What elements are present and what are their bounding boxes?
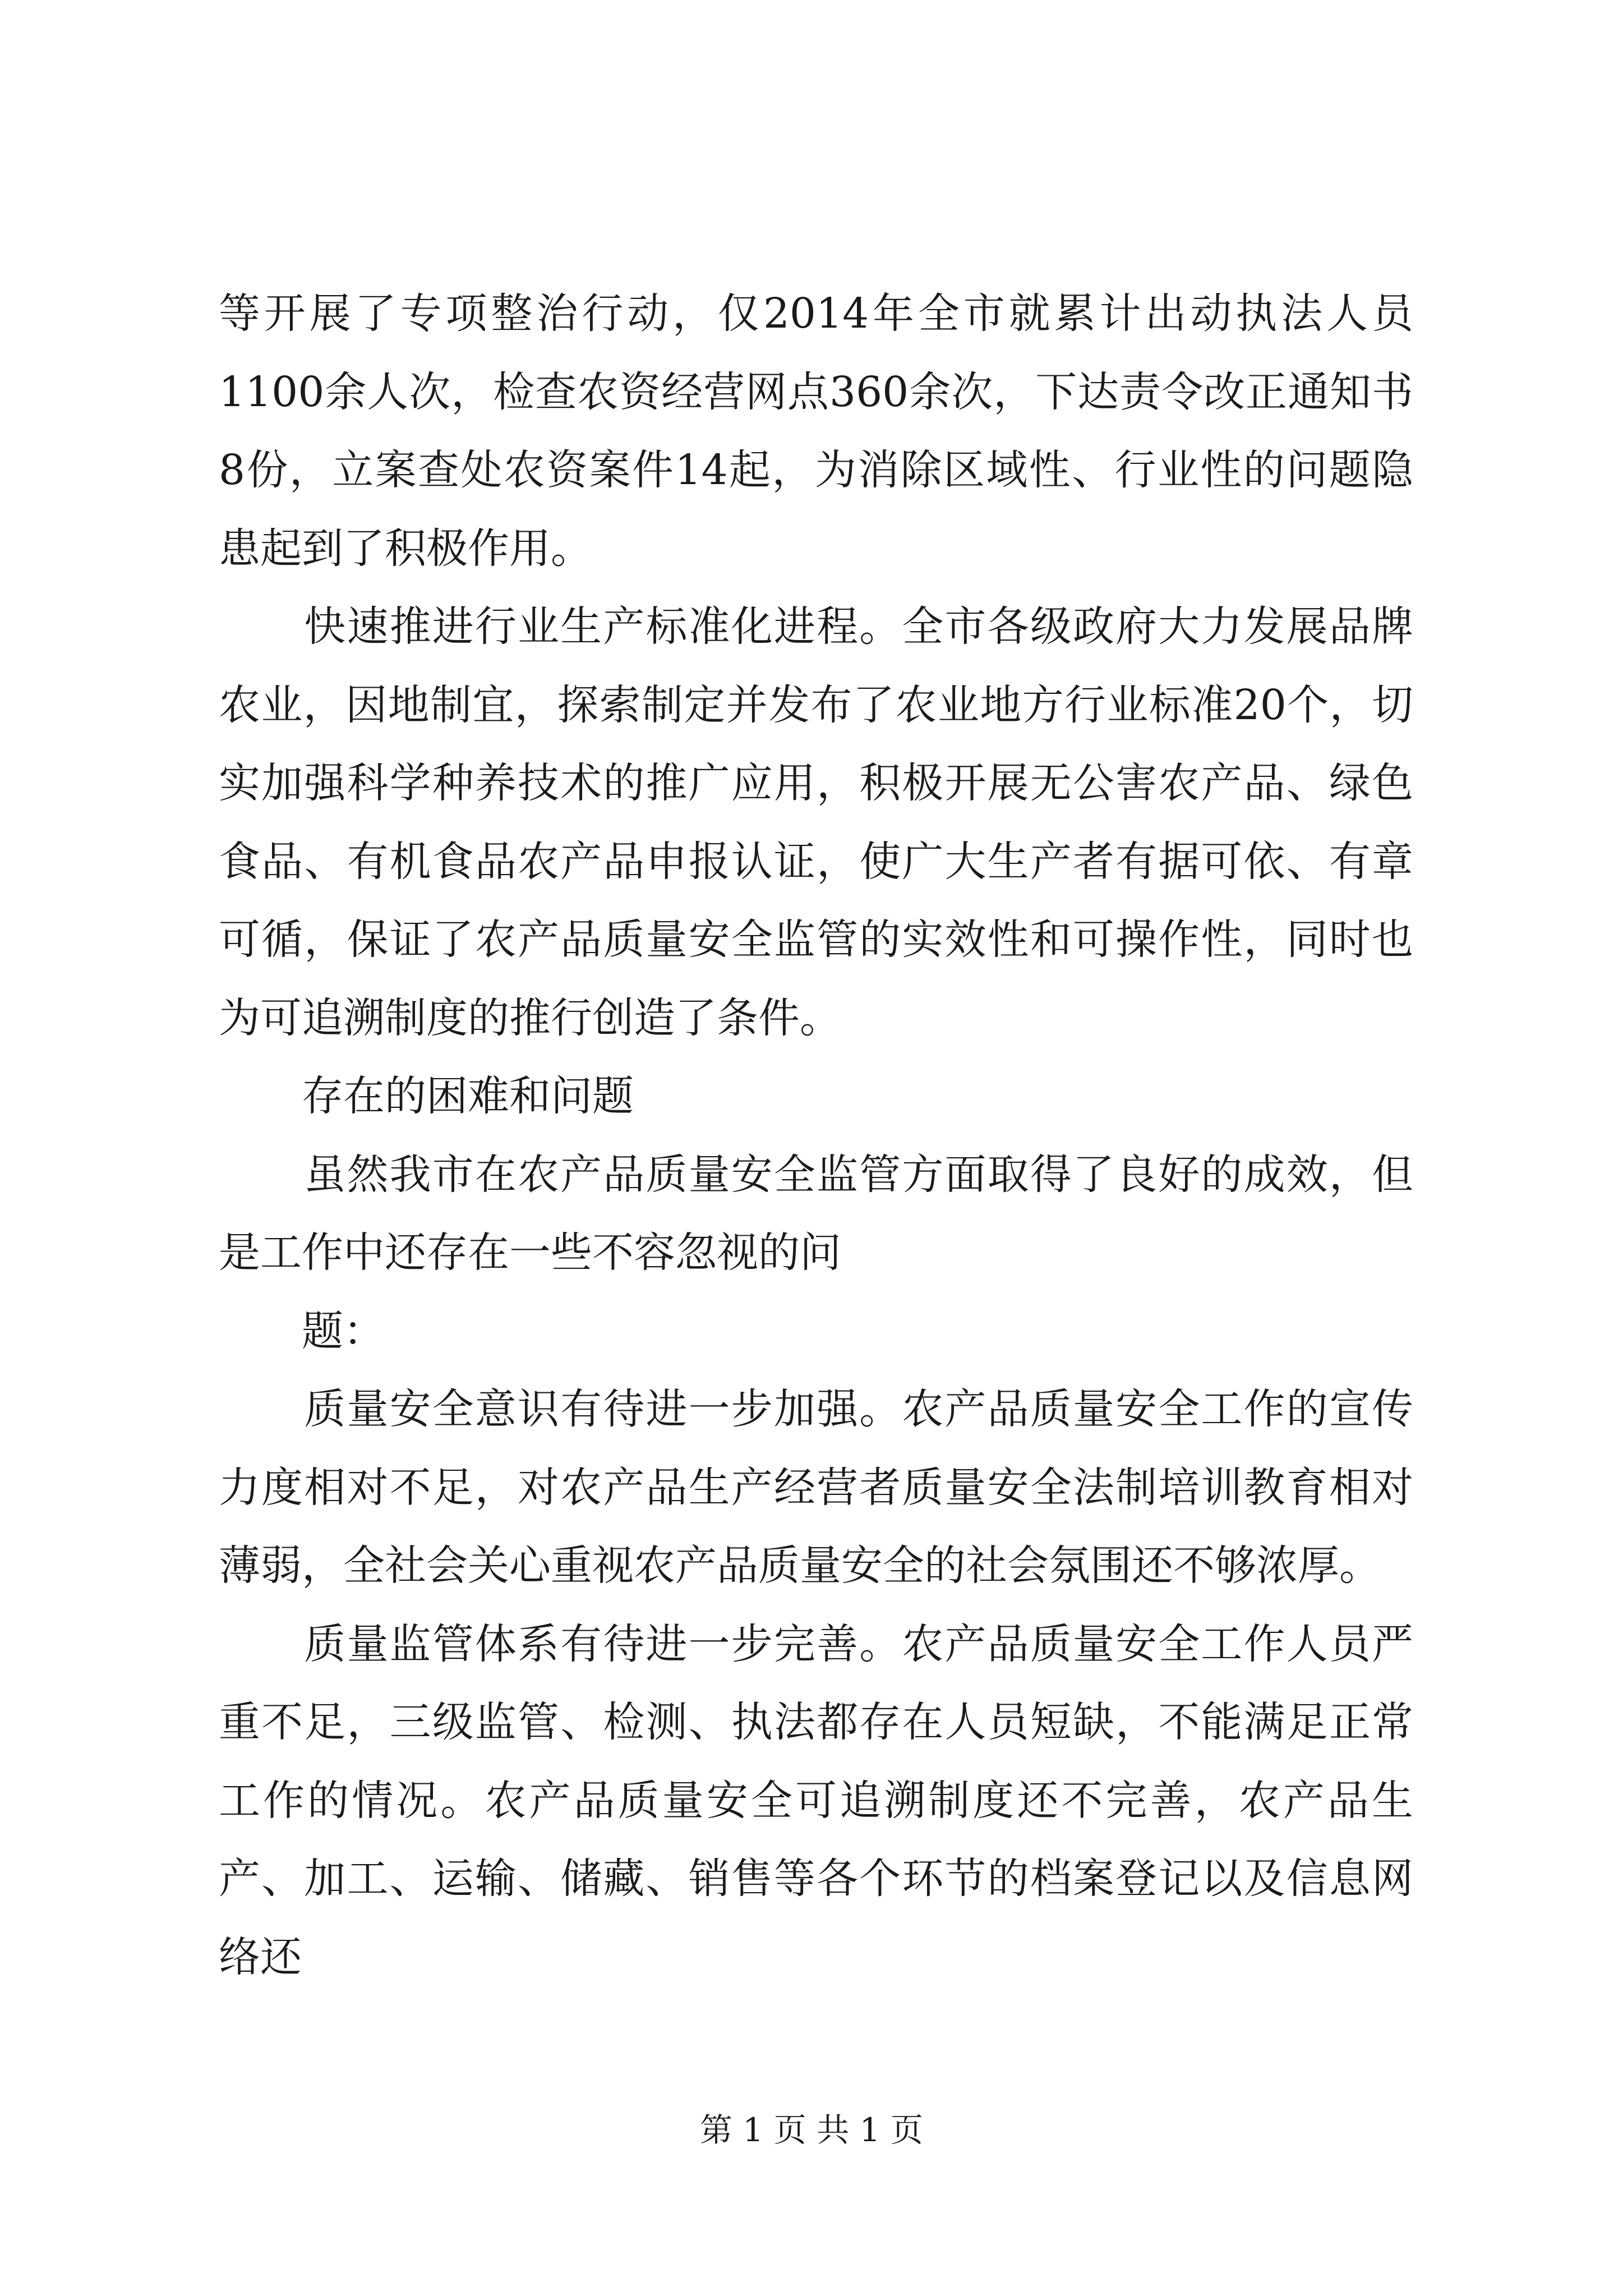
document-body xyxy=(219,275,1413,1996)
page-footer: 第 1 页 共 1 页 xyxy=(700,2111,923,2149)
section-heading: 存在的困难和问题 xyxy=(219,1072,634,1120)
paragraph-1: 等开展了专项整治行动，仅2014年全市就累计出动执法人员1100余人次，检查农资经营网点360余次，下达责令改正通知书8份，立案查处农资案件14起，为消除区域性、行业性的问题隐患起到了积极作用。 xyxy=(219,289,1413,573)
paragraph-2: 快速推进行业生产标准化进程。全市各级政府大力发展品牌农业，因地制宜，探索制定并发布了农业地方行业标准20个，切实加强科学种养技术的推广应用，积极开展无公害农产品、绿色食品、有机食品农产品申报认证，使广大生产者有据可依、有章可循，保证了农产品质量安全监管的实效性和可操作性，同时也为可追溯制度的推行创造了条件。 xyxy=(219,602,1413,1042)
paragraph-3: 虽然我市在农产品质量安全监管方面取得了良好的成效，但是工作中还存在一些不容忽视的问 xyxy=(219,1150,1413,1277)
paragraph-6: 质量监管体系有待进一步完善。农产品质量安全工作人员严重不足，三级监管、检测、执法都存在人员短缺，不能满足正常工作的情况。农产品质量安全可追溯制度还不完善，农产品生产、加工、运输、储藏、销售等各个环节的档案登记以及信息网络还 xyxy=(219,1619,1413,1981)
paragraph-4: 题： xyxy=(219,1306,385,1355)
paragraph-5: 质量安全意识有待进一步加强。农产品质量安全工作的宣传力度相对不足，对农产品生产经营者质量安全法制培训教育相对薄弱，全社会关心重视农产品质量安全的社会氛围还不够浓厚。 xyxy=(219,1385,1413,1590)
